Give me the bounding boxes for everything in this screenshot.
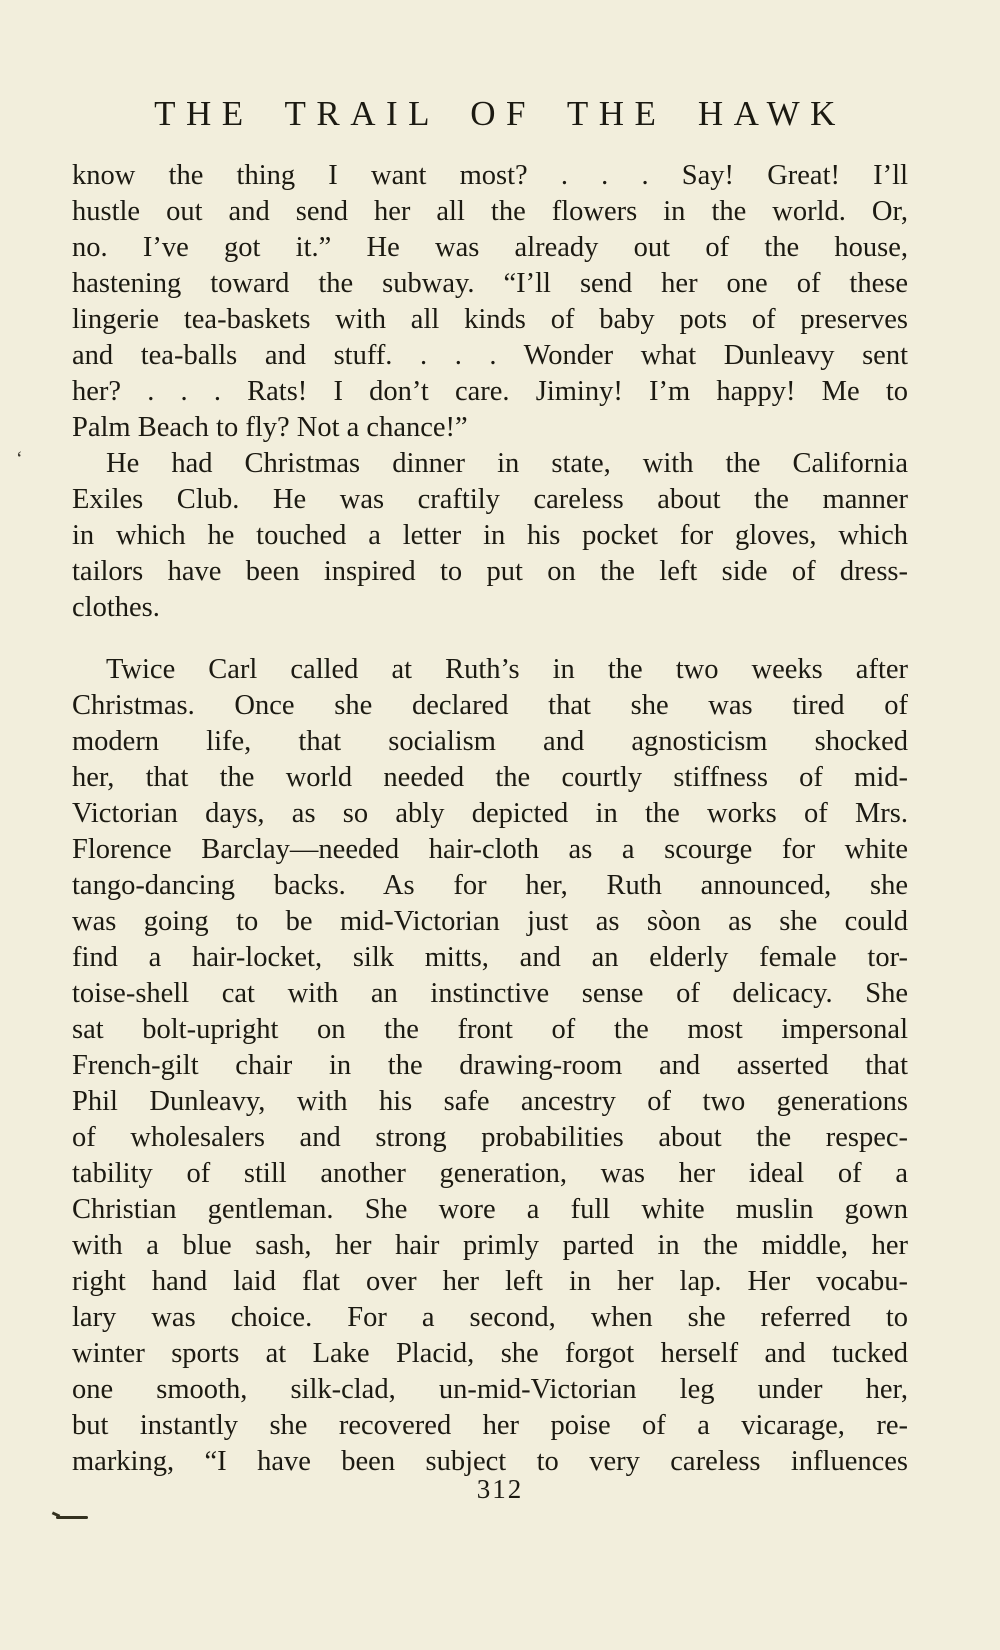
text-line: Twice Carl called at Ruth’s in the two weeks after [106,654,908,685]
scan-artifact [56,1516,88,1519]
text-line: French-gilt chair in the drawing-room and asserted that [72,1050,908,1081]
text-line: Phil Dunleavy, with his safe ancestry of two generations [72,1086,908,1117]
text-line: marking, “I have been subject to very careless influences [72,1446,908,1477]
text-line: He had Christmas dinner in state, with the California [106,448,908,479]
page-number: 312 [476,1474,524,1504]
text-line: but instantly she recovered her poise of a vicarage, re- [72,1410,908,1441]
text-line: Christmas. Once she declared that she was tired of [72,690,908,721]
text-line: Florence Barclay—needed hair-cloth as a scourge for white [72,834,908,865]
text-line: tango-dancing backs. As for her, Ruth announced, she [72,870,908,901]
text-line: Victorian days, as so ably depicted in the works of Mrs. [72,798,908,829]
running-head: THE TRAIL OF THE HAWK [154,94,846,133]
text-line: her? . . . Rats! I don’t care. Jiminy! I’m happy! Me to [72,376,908,407]
text-line: her, that the world needed the courtly stiffness of mid- [72,762,908,793]
text-line: toise-shell cat with an instinctive sense of delicacy. She [72,978,908,1009]
text-line: tability of still another generation, was her ideal of a [72,1158,908,1189]
text-line: lingerie tea-baskets with all kinds of baby pots of preserves [72,304,908,335]
margin-mark-artifact: ‘ [16,448,23,470]
text-line: know the thing I want most? . . . Say! Great! I’ll [72,160,908,191]
text-line: clothes. [72,592,160,623]
text-line: Exiles Club. He was craftily careless about the manner [72,484,908,515]
text-line: and tea-balls and stuff. . . . Wonder what Dunleavy sent [72,340,908,371]
text-line: sat bolt-upright on the front of the most impersonal [72,1014,908,1045]
page-body [72,158,908,1480]
paragraph [72,158,908,446]
text-line: was going to be mid-Victorian just as sòon as she could [72,906,908,937]
text-line: hastening toward the subway. “I’ll send her one of these [72,268,908,299]
text-line: right hand laid flat over her left in her lap. Her vocabu- [72,1266,908,1297]
text-line: no. I’ve got it.” He was already out of the house, [72,232,908,263]
text-line: one smooth, silk-clad, un-mid-Victorian leg under her, [72,1374,908,1405]
text-line: Christian gentleman. She wore a full white muslin gown [72,1194,908,1225]
paragraph [72,652,908,1480]
text-line: hustle out and send her all the flowers in the world. Or, [72,196,908,227]
text-line: tailors have been inspired to put on the left side of dress- [72,556,908,587]
text-line: lary was choice. For a second, when she referred to [72,1302,908,1333]
text-line: modern life, that socialism and agnosticism shocked [72,726,908,757]
text-line: with a blue sash, her hair primly parted in the middle, her [72,1230,908,1261]
text-line: of wholesalers and strong probabilities about the respec- [72,1122,908,1153]
paragraph [72,446,908,626]
text-line: in which he touched a letter in his pocket for gloves, which [72,520,908,551]
text-line: Palm Beach to fly? Not a chance!” [72,412,468,443]
text-line: find a hair-locket, silk mitts, and an elderly female tor- [72,942,908,973]
text-line: winter sports at Lake Placid, she forgot herself and tucked [72,1338,908,1369]
